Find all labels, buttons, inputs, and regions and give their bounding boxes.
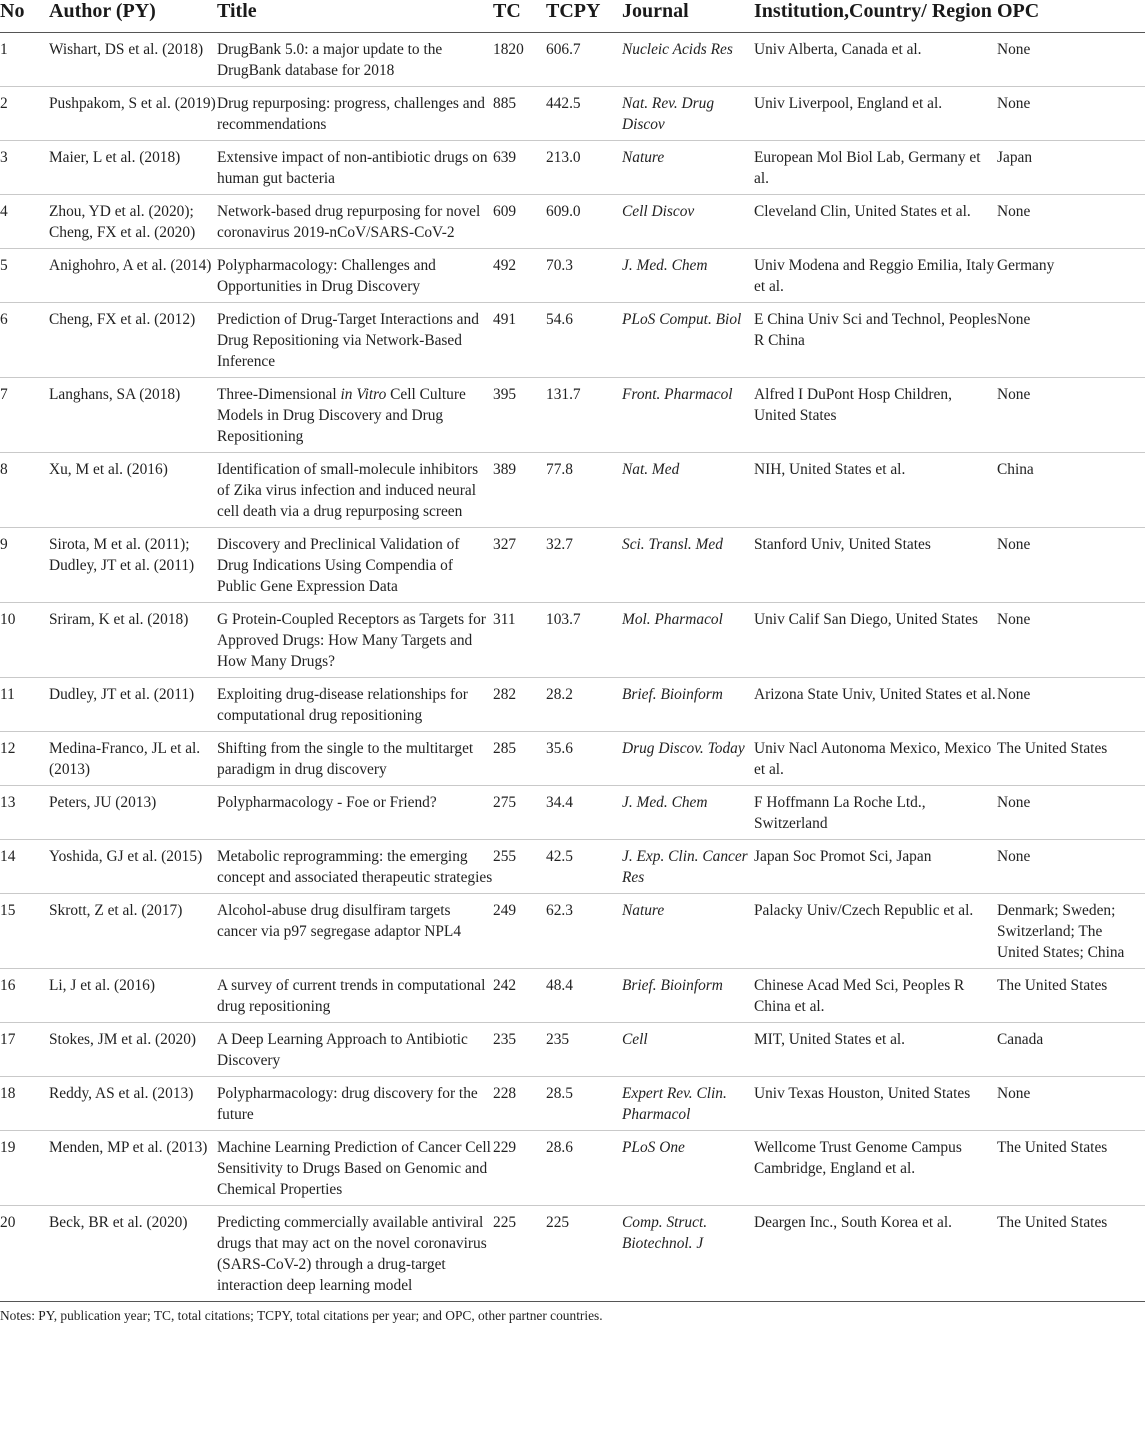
table-row [0,528,1145,603]
cell-author: Beck, BR et al. (2020) [49,1206,217,1302]
header-opc: OPC [997,0,1145,33]
cell-opc: None [997,840,1145,894]
cell-opc: None [997,378,1145,453]
table-row [0,1206,1145,1302]
cell-author: Wishart, DS et al. (2018) [49,33,217,87]
cell-institution: Univ Texas Houston, United States [754,1077,997,1131]
table-body [0,33,1145,1302]
cell-tc: 228 [493,1077,546,1131]
cell-tcpy: 609.0 [546,195,622,249]
cell-title: DrugBank 5.0: a major update to the DrugBank database for 2018 [217,33,493,87]
cell-journal: Cell Discov [622,195,754,249]
cell-author: Peters, JU (2013) [49,786,217,840]
cell-institution: Palacky Univ/Czech Republic et al. [754,894,997,969]
cell-institution: European Mol Biol Lab, Germany et al. [754,141,997,195]
table-notes: Notes: PY, publication year; TC, total citations; TCPY, total citations per year; and OPC, other partner countries. [0,1308,603,1323]
cell-author: Anighohro, A et al. (2014) [49,249,217,303]
table-row [0,87,1145,141]
header-institution: Institution,Country/ Region [754,0,997,33]
cell-no: 14 [0,840,49,894]
cell-tc: 491 [493,303,546,378]
cell-institution: F Hoffmann La Roche Ltd., Switzerland [754,786,997,840]
table-row [0,732,1145,786]
header-title: Title [217,0,493,33]
cell-opc: China [997,453,1145,528]
cell-title: A Deep Learning Approach to Antibiotic Discovery [217,1023,493,1077]
cell-journal: Nat. Med [622,453,754,528]
cell-tc: 327 [493,528,546,603]
cell-author: Maier, L et al. (2018) [49,141,217,195]
cell-journal: Nature [622,141,754,195]
cell-journal: Mol. Pharmacol [622,603,754,678]
cell-journal: Nature [622,894,754,969]
table-row [0,453,1145,528]
cell-title: Discovery and Preclinical Validation of Drug Indications Using Compendia of Public Gene Expression Data [217,528,493,603]
cell-tcpy: 70.3 [546,249,622,303]
cell-author: Yoshida, GJ et al. (2015) [49,840,217,894]
cell-title: Polypharmacology: Challenges and Opportunities in Drug Discovery [217,249,493,303]
cell-author: Xu, M et al. (2016) [49,453,217,528]
cell-tcpy: 35.6 [546,732,622,786]
cell-no: 20 [0,1206,49,1302]
cell-journal: J. Med. Chem [622,786,754,840]
cell-institution: Arizona State Univ, United States et al. [754,678,997,732]
cell-journal: J. Exp. Clin. Cancer Res [622,840,754,894]
cell-opc: None [997,678,1145,732]
cell-tc: 609 [493,195,546,249]
table-row [0,1023,1145,1077]
cell-title: Metabolic reprogramming: the emerging concept and associated therapeutic strategies [217,840,493,894]
cell-opc: None [997,528,1145,603]
cell-tc: 389 [493,453,546,528]
cell-title: Three-Dimensional in Vitro Cell Culture Models in Drug Discovery and Drug Repositioning [217,378,493,453]
cell-opc: Germany [997,249,1145,303]
cell-tc: 1820 [493,33,546,87]
cell-journal: Drug Discov. Today [622,732,754,786]
cell-opc: None [997,33,1145,87]
table-row [0,786,1145,840]
header-no: No [0,0,49,33]
table-row [0,969,1145,1023]
cell-opc: None [997,87,1145,141]
cell-title: Prediction of Drug-Target Interactions and Drug Repositioning via Network-Based Inference [217,303,493,378]
cell-tcpy: 62.3 [546,894,622,969]
table-row [0,33,1145,87]
cell-opc: The United States [997,732,1145,786]
cell-journal: J. Med. Chem [622,249,754,303]
cell-tcpy: 48.4 [546,969,622,1023]
cell-title: Exploiting drug-disease relationships for computational drug repositioning [217,678,493,732]
cell-author: Reddy, AS et al. (2013) [49,1077,217,1131]
cell-opc: None [997,1077,1145,1131]
cell-opc: None [997,195,1145,249]
cell-title: A survey of current trends in computational drug repositioning [217,969,493,1023]
cell-tc: 229 [493,1131,546,1206]
cell-author: Zhou, YD et al. (2020); Cheng, FX et al. (2020) [49,195,217,249]
cell-author: Langhans, SA (2018) [49,378,217,453]
header-tc: TC [493,0,546,33]
cell-opc: The United States [997,1206,1145,1302]
cell-title: Shifting from the single to the multitarget paradigm in drug discovery [217,732,493,786]
cell-title: Machine Learning Prediction of Cancer Cell Sensitivity to Drugs Based on Genomic and Chemical Properties [217,1131,493,1206]
table-row [0,1131,1145,1206]
cell-opc: None [997,603,1145,678]
cell-opc: Denmark; Sweden; Switzerland; The United States; China [997,894,1145,969]
cell-no: 8 [0,453,49,528]
cell-institution: Japan Soc Promot Sci, Japan [754,840,997,894]
table-row [0,195,1145,249]
cell-no: 6 [0,303,49,378]
cell-opc: None [997,786,1145,840]
cell-author: Skrott, Z et al. (2017) [49,894,217,969]
table-row [0,1077,1145,1131]
cell-institution: Univ Calif San Diego, United States [754,603,997,678]
cell-tc: 639 [493,141,546,195]
cell-tcpy: 54.6 [546,303,622,378]
cell-institution: E China Univ Sci and Technol, Peoples R China [754,303,997,378]
cell-no: 1 [0,33,49,87]
cell-tc: 492 [493,249,546,303]
cell-institution: Alfred I DuPont Hosp Children, United States [754,378,997,453]
cell-institution: Cleveland Clin, United States et al. [754,195,997,249]
cell-title: Polypharmacology - Foe or Friend? [217,786,493,840]
cell-journal: Front. Pharmacol [622,378,754,453]
cell-tcpy: 28.6 [546,1131,622,1206]
table-row [0,603,1145,678]
cell-no: 2 [0,87,49,141]
cell-author: Sriram, K et al. (2018) [49,603,217,678]
cell-institution: Univ Nacl Autonoma Mexico, Mexico et al. [754,732,997,786]
cell-institution: Wellcome Trust Genome Campus Cambridge, England et al. [754,1131,997,1206]
table-row [0,678,1145,732]
cell-tc: 282 [493,678,546,732]
cell-journal: Comp. Struct. Biotechnol. J [622,1206,754,1302]
cell-tc: 275 [493,786,546,840]
title-italic-term: in Vitro [340,386,387,403]
cell-tcpy: 42.5 [546,840,622,894]
cell-tc: 255 [493,840,546,894]
cell-institution: MIT, United States et al. [754,1023,997,1077]
cell-tcpy: 77.8 [546,453,622,528]
cell-no: 4 [0,195,49,249]
cell-no: 11 [0,678,49,732]
cell-no: 9 [0,528,49,603]
cell-journal: Sci. Transl. Med [622,528,754,603]
table-row [0,894,1145,969]
table-header-row [0,0,1145,33]
cell-journal: Cell [622,1023,754,1077]
cell-journal: PLoS One [622,1131,754,1206]
cell-opc: Japan [997,141,1145,195]
header-tcpy: TCPY [546,0,622,33]
cell-no: 16 [0,969,49,1023]
cell-title: Extensive impact of non-antibiotic drugs on human gut bacteria [217,141,493,195]
cell-institution: NIH, United States et al. [754,453,997,528]
table-row [0,141,1145,195]
cell-title: G Protein-Coupled Receptors as Targets for Approved Drugs: How Many Targets and How Many Drugs? [217,603,493,678]
cell-title: Predicting commercially available antiviral drugs that may act on the novel coronavirus (SARS-CoV-2) through a drug-target interaction deep learning model [217,1206,493,1302]
cell-title: Identification of small-molecule inhibitors of Zika virus infection and induced neural cell death via a drug repurposing screen [217,453,493,528]
cell-tcpy: 606.7 [546,33,622,87]
cell-journal: Expert Rev. Clin. Pharmacol [622,1077,754,1131]
cell-tc: 285 [493,732,546,786]
cell-no: 3 [0,141,49,195]
cell-author: Stokes, JM et al. (2020) [49,1023,217,1077]
cell-no: 5 [0,249,49,303]
cell-institution: Stanford Univ, United States [754,528,997,603]
table-row [0,303,1145,378]
cell-tcpy: 235 [546,1023,622,1077]
cell-title: Polypharmacology: drug discovery for the future [217,1077,493,1131]
table-row [0,378,1145,453]
cell-opc: None [997,303,1145,378]
cell-tc: 225 [493,1206,546,1302]
cell-author: Li, J et al. (2016) [49,969,217,1023]
cell-no: 18 [0,1077,49,1131]
cell-journal: Nat. Rev. Drug Discov [622,87,754,141]
table-row [0,840,1145,894]
header-author: Author (PY) [49,0,217,33]
cell-journal: Nucleic Acids Res [622,33,754,87]
cell-tc: 395 [493,378,546,453]
cell-journal: PLoS Comput. Biol [622,303,754,378]
cell-tcpy: 213.0 [546,141,622,195]
cell-author: Dudley, JT et al. (2011) [49,678,217,732]
cell-tcpy: 442.5 [546,87,622,141]
cell-tcpy: 28.2 [546,678,622,732]
cell-tcpy: 34.4 [546,786,622,840]
cell-author: Sirota, M et al. (2011); Dudley, JT et al. (2011) [49,528,217,603]
cell-institution: Deargen Inc., South Korea et al. [754,1206,997,1302]
table-row [0,249,1145,303]
cell-no: 17 [0,1023,49,1077]
cell-institution: Univ Liverpool, England et al. [754,87,997,141]
cell-no: 7 [0,378,49,453]
cell-tc: 885 [493,87,546,141]
cell-opc: Canada [997,1023,1145,1077]
cell-institution: Chinese Acad Med Sci, Peoples R China et al. [754,969,997,1023]
cell-opc: The United States [997,1131,1145,1206]
cell-author: Cheng, FX et al. (2012) [49,303,217,378]
cell-journal: Brief. Bioinform [622,678,754,732]
cell-author: Menden, MP et al. (2013) [49,1131,217,1206]
cell-tcpy: 131.7 [546,378,622,453]
cell-no: 10 [0,603,49,678]
cell-tcpy: 28.5 [546,1077,622,1131]
cell-tc: 242 [493,969,546,1023]
cell-tcpy: 32.7 [546,528,622,603]
cell-no: 12 [0,732,49,786]
header-journal: Journal [622,0,754,33]
cell-title: Drug repurposing: progress, challenges and recommendations [217,87,493,141]
cell-no: 15 [0,894,49,969]
cell-no: 19 [0,1131,49,1206]
cell-tcpy: 225 [546,1206,622,1302]
cell-title: Network-based drug repurposing for novel coronavirus 2019-nCoV/SARS-CoV-2 [217,195,493,249]
cell-author: Pushpakom, S et al. (2019) [49,87,217,141]
cell-title: Alcohol-abuse drug disulfiram targets cancer via p97 segregase adaptor NPL4 [217,894,493,969]
cell-no: 13 [0,786,49,840]
cell-author: Medina-Franco, JL et al. (2013) [49,732,217,786]
cell-institution: Univ Modena and Reggio Emilia, Italy et al. [754,249,997,303]
cell-tc: 235 [493,1023,546,1077]
cell-journal: Brief. Bioinform [622,969,754,1023]
cell-tc: 311 [493,603,546,678]
cell-opc: The United States [997,969,1145,1023]
cell-tcpy: 103.7 [546,603,622,678]
cell-institution: Univ Alberta, Canada et al. [754,33,997,87]
cell-tc: 249 [493,894,546,969]
